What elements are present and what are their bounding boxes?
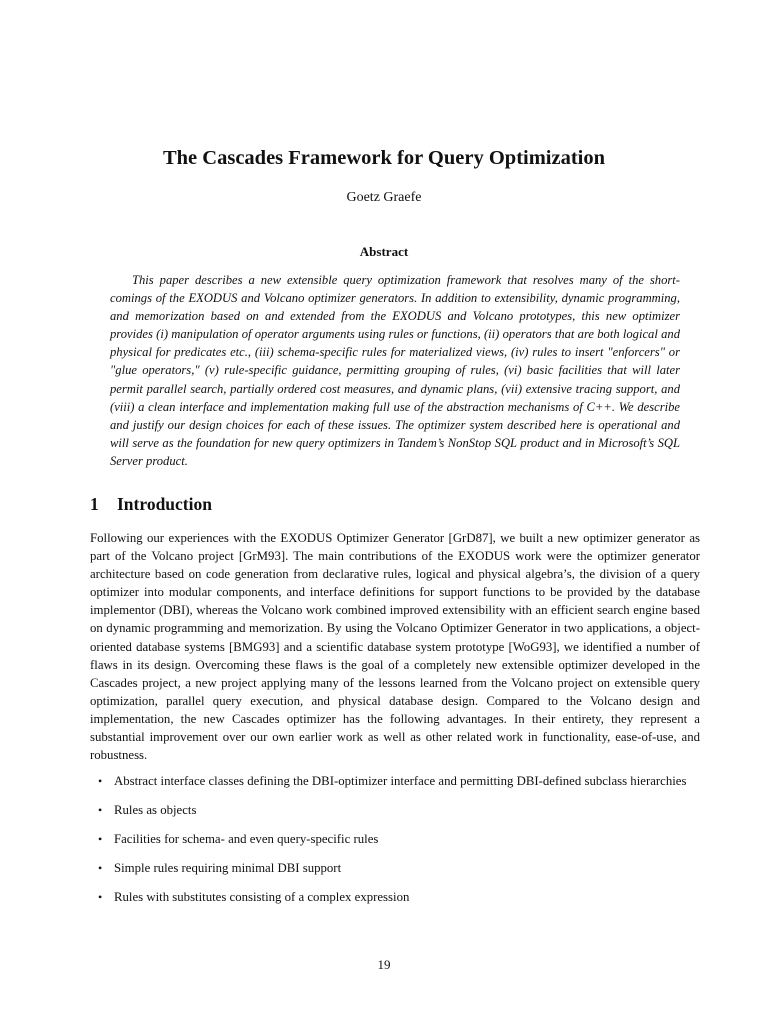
- bullet-icon: •: [98, 802, 103, 817]
- bullet-icon: •: [98, 889, 103, 904]
- list-item-text: Facilities for schema- and even query-specific rules: [114, 831, 379, 846]
- list-item-text: Abstract interface classes defining the DBI-optimizer interface and permitting DBI-defined subclass hierarchies: [114, 774, 687, 788]
- list-item-text: Rules as objects: [114, 802, 197, 817]
- bullet-icon: •: [98, 774, 103, 788]
- list-item: [90, 830, 700, 848]
- bullet-icon: •: [98, 831, 103, 846]
- abstract-text: This paper describes a new extensible query optimization framework that resolves many of the short-comings of the EXODUS and Volcano optimizer generators. In addition to extensibility, dynamic programming, and memorization based on and extended from the EXODUS and Volcano prototypes, this new optimizer provides (i) manipulation of operator arguments using rules or functions, (ii) operators that are both logical and physical for predicates etc., (iii) schema-specific rules for materialized views, (iv) rules to insert "enforcers" or "glue operators," (v) rule-specific guidance, permitting grouping of rules, (vi) basic facilities that will later permit parallel search, partially ordered cost measures, and dynamic plans, (vii) extensive tracing support, and (viii) a clean interface and implementation making full use of the abstraction mechanisms of C++. We describe and justify our design choices for each of these issues. The optimizer system described here is operational and will serve as the foundation for new query optimizers in Tandem’s NonStop SQL product and in Microsoft’s SQL Server product.: [110, 273, 680, 468]
- section-title: Introduction: [117, 494, 212, 514]
- introduction-paragraph: Following our experiences with the EXODUS Optimizer Generator [GrD87], we built a new optimizer generator as part of the Volcano project [GrM93]. The main contributions of the EXODUS work were the optimizer generator architecture based on code generation from declarative rules, logical and physical algebra’s, the division of a query optimizer into modular components, and interface definitions for support functions to be provided by the database implementor (DBI), whereas the Volcano work combined improved extensibility with an efficient search engine based on dynamic programming and memorization. By using the Volcano Optimizer Generator in two applications, a object-oriented database systems [BMG93] and a scientific database system prototype [WoG93], we identified a number of flaws in its design. Overcoming these flaws is the goal of a completely new extensible optimizer developed in the Cascades project, a new project applying many of the lessons learned from the Volcano project on extensible query optimization, parallel query execution, and physical database design. Compared to the Volcano design and implementation, the new Cascades optimizer has the following advantages. In their entirety, they represent a substantial improvement over our own earlier work as well as other related work in functionality, ease-of-use, and robustness.: [90, 531, 700, 763]
- list-item: [90, 772, 700, 790]
- abstract-heading: Abstract: [359, 244, 409, 259]
- bullet-icon: •: [98, 860, 103, 875]
- page-number: 19: [377, 957, 391, 972]
- list-item-text: Rules with substitutes consisting of a complex expression: [114, 889, 410, 904]
- list-item: [90, 859, 700, 877]
- list-item: [90, 888, 700, 906]
- section-heading-introduction: [90, 493, 212, 515]
- paper-title: The Cascades Framework for Query Optimization: [162, 147, 606, 169]
- list-item-text: Simple rules requiring minimal DBI support: [114, 860, 342, 875]
- list-item: [90, 801, 700, 819]
- advantages-list: [90, 772, 700, 916]
- section-number: 1: [90, 494, 99, 514]
- author-name: Goetz Graefe: [346, 190, 422, 205]
